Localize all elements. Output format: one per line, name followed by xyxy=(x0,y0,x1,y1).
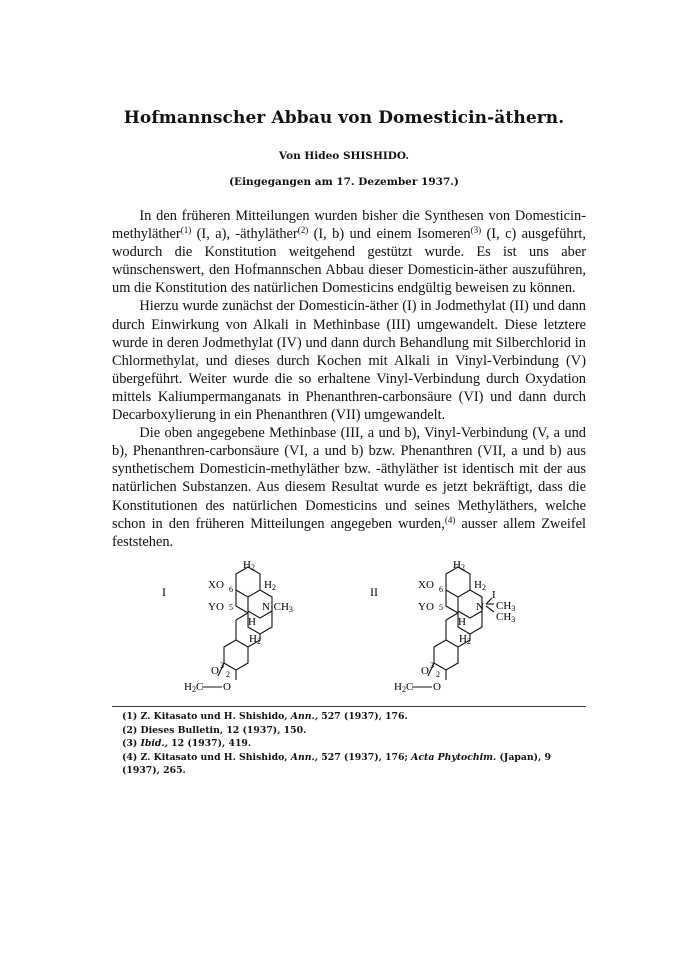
footnote-4-country: (Japan), xyxy=(499,751,542,763)
paragraph-3 xyxy=(112,424,586,551)
footnote-4-rest: (1937), 265. xyxy=(122,765,186,777)
footnote-2-volume: 12 xyxy=(226,724,240,736)
structure-II-pos6: 6 xyxy=(439,585,443,594)
structure-I-h2-right: H2 xyxy=(264,579,276,592)
structure-I-h2c: H2C xyxy=(184,681,204,694)
footnote-ref-4: (4) xyxy=(444,514,456,525)
structure-I-h2-low: H2 xyxy=(249,633,261,646)
paragraph-1 xyxy=(112,207,586,297)
structure-II-n: N xyxy=(476,601,484,613)
structure-II-pos3: 3 xyxy=(430,661,434,670)
footnote-ref-2: (2) xyxy=(297,225,309,236)
p3-text-a: Die oben angegebene Methinbase (III, a und b), Vinyl-Verbindung (V, a und b), Phenanthren-carbonsäure (VI, a und b) bzw. Phenanthren (VII, a und b) aus synthetischem Domesticin-methyläther bzw. -äthyläther ist identisch mit der aus natürlichen Substanzen. Aus diesem Resultat wurde es jetzt bekräftigt, dass die Konstitutionen des natürlichen Domesticins und seines Methyläthers, welche schon in den früheren Mitteilungen angegeben wurden, xyxy=(112,425,586,532)
structure-I-top-h2: H2 xyxy=(243,560,255,572)
p1-text-b: (I, a), -äthyläther xyxy=(191,226,298,243)
structure-I-pos2: 2 xyxy=(226,670,230,679)
structure-II-xo: XO xyxy=(418,579,434,591)
footnote-4 xyxy=(112,751,586,778)
structure-I-yo: YO xyxy=(208,601,224,613)
structure-I-pos3: 3 xyxy=(220,661,224,670)
footnote-divider xyxy=(112,706,586,707)
footnote-3-volume: 12 xyxy=(171,738,185,750)
footnote-2-rest: (1937), 150. xyxy=(242,724,307,736)
paragraph-2: Hierzu wurde zunächst der Domesticin-äther (I) in Jodmethylat (II) und dann durch Einwirkung von Alkali in Methinbase (III) umgewandelt. Diese letztere wurde in deren Jodmethylat (IV) und dann durch Behandlung mit Silberchlorid in Chlormethylat, und dieses durch Kochen mit Alkali in Vinyl-Verbindung (V) übergeführt. Weiter wurde die so erhaltene Vinyl-Verbindung durch Oxydation mittels Kaliumpermanganats in Phenanthren-carbonsäure (VI) und dann durch Decarboxylierung in ein Phenanthren (VII) umgewandelt. xyxy=(112,298,586,424)
footnote-4-number: (4) xyxy=(122,751,138,763)
structure-II-top-h2: H2 xyxy=(453,560,465,572)
structure-I-label: I xyxy=(162,585,166,599)
structure-II-pos5: 5 xyxy=(439,603,443,612)
footnote-4-authors: Z. Kitasato und H. Shishido, xyxy=(140,751,288,763)
footnote-2 xyxy=(112,724,586,738)
footnote-2-number: (2) xyxy=(122,724,138,736)
structure-II-iodide: I xyxy=(492,589,496,601)
structure-II-h2-low: H2 xyxy=(459,633,471,646)
structure-I-nch3: N·CH3 xyxy=(262,601,293,614)
structure-II-ch3-a: CH3 xyxy=(496,600,516,613)
structure-II-h2c: H2C xyxy=(394,681,414,694)
footnote-4-volume: 527 xyxy=(321,751,341,763)
structure-II-h: H xyxy=(458,616,466,628)
footnote-4-pages: (1937), 176; xyxy=(343,751,408,763)
structure-II-ch3-b: CH3 xyxy=(496,611,516,624)
footnote-1-journal: Ann., xyxy=(290,711,318,722)
article-body xyxy=(112,207,586,551)
p1-text-d: (I, c) ausgeführt, wodurch die Konstitution weitgehend gestützt wurde. Es ist uns aber wünschenswert, den Hofmannschen Abbau dieser Domesticin-äther auszuführen, um die Konstitution des natürlichen Domesticins endgültig beweisen zu können. xyxy=(112,226,586,297)
footnote-ref-3: (3) xyxy=(470,225,482,236)
p3-text-b: ausser allem Zweifel feststehen. xyxy=(112,515,587,550)
structure-II-o-lower: O xyxy=(433,681,441,693)
structure-I-xo: XO xyxy=(208,579,224,591)
structural-formulas xyxy=(140,560,560,700)
footnotes xyxy=(112,710,586,778)
footnote-2-authors: Dieses Bulletin, xyxy=(140,724,224,736)
footnote-1 xyxy=(112,710,586,724)
footnote-1-number: (1) xyxy=(122,711,138,722)
received-date: (Eingegangen am 17. Dezember 1937.) xyxy=(229,176,459,188)
structure-I-pos5: 5 xyxy=(229,603,233,612)
footnote-1-authors: Z. Kitasato und H. Shishido, xyxy=(140,711,288,722)
p1-text-c: (I, b) und einem Isomeren xyxy=(308,226,471,243)
footnote-1-volume: 527 xyxy=(321,711,341,722)
footnote-ref-1: (1) xyxy=(180,225,192,236)
footnote-4-journal: Ann., xyxy=(290,751,318,763)
structure-II-h2-right: H2 xyxy=(474,579,486,592)
footnote-3 xyxy=(112,737,586,751)
structure-I-o-lower: O xyxy=(223,681,231,693)
footnote-3-journal: Ibid., xyxy=(140,738,168,750)
structure-I-h: H xyxy=(248,616,256,628)
article-title: Hofmannscher Abbau von Domesticin-äthern. xyxy=(123,108,565,128)
structure-II-pos2: 2 xyxy=(436,670,440,679)
structure-I-o-upper: O xyxy=(211,665,219,677)
footnote-3-rest: (1937), 419. xyxy=(187,738,252,750)
footnote-3-number: (3) xyxy=(122,738,138,750)
footnote-1-rest: (1937), 176. xyxy=(343,711,408,722)
structure-II-label: II xyxy=(370,585,378,599)
structure-I-pos6: 6 xyxy=(229,585,233,594)
author-line: Von Hideo SHISHIDO. xyxy=(278,150,410,162)
footnote-4-journal-2: Acta Phytochim. xyxy=(411,751,497,763)
p1-text-a: In den früheren Mitteilungen wurden bisher die Synthesen von Domesticin-methyläther xyxy=(112,208,586,243)
structure-II-o-upper: O xyxy=(421,665,429,677)
footnote-4-volume-2: 9 xyxy=(544,751,551,763)
structure-II-yo: YO xyxy=(418,601,434,613)
